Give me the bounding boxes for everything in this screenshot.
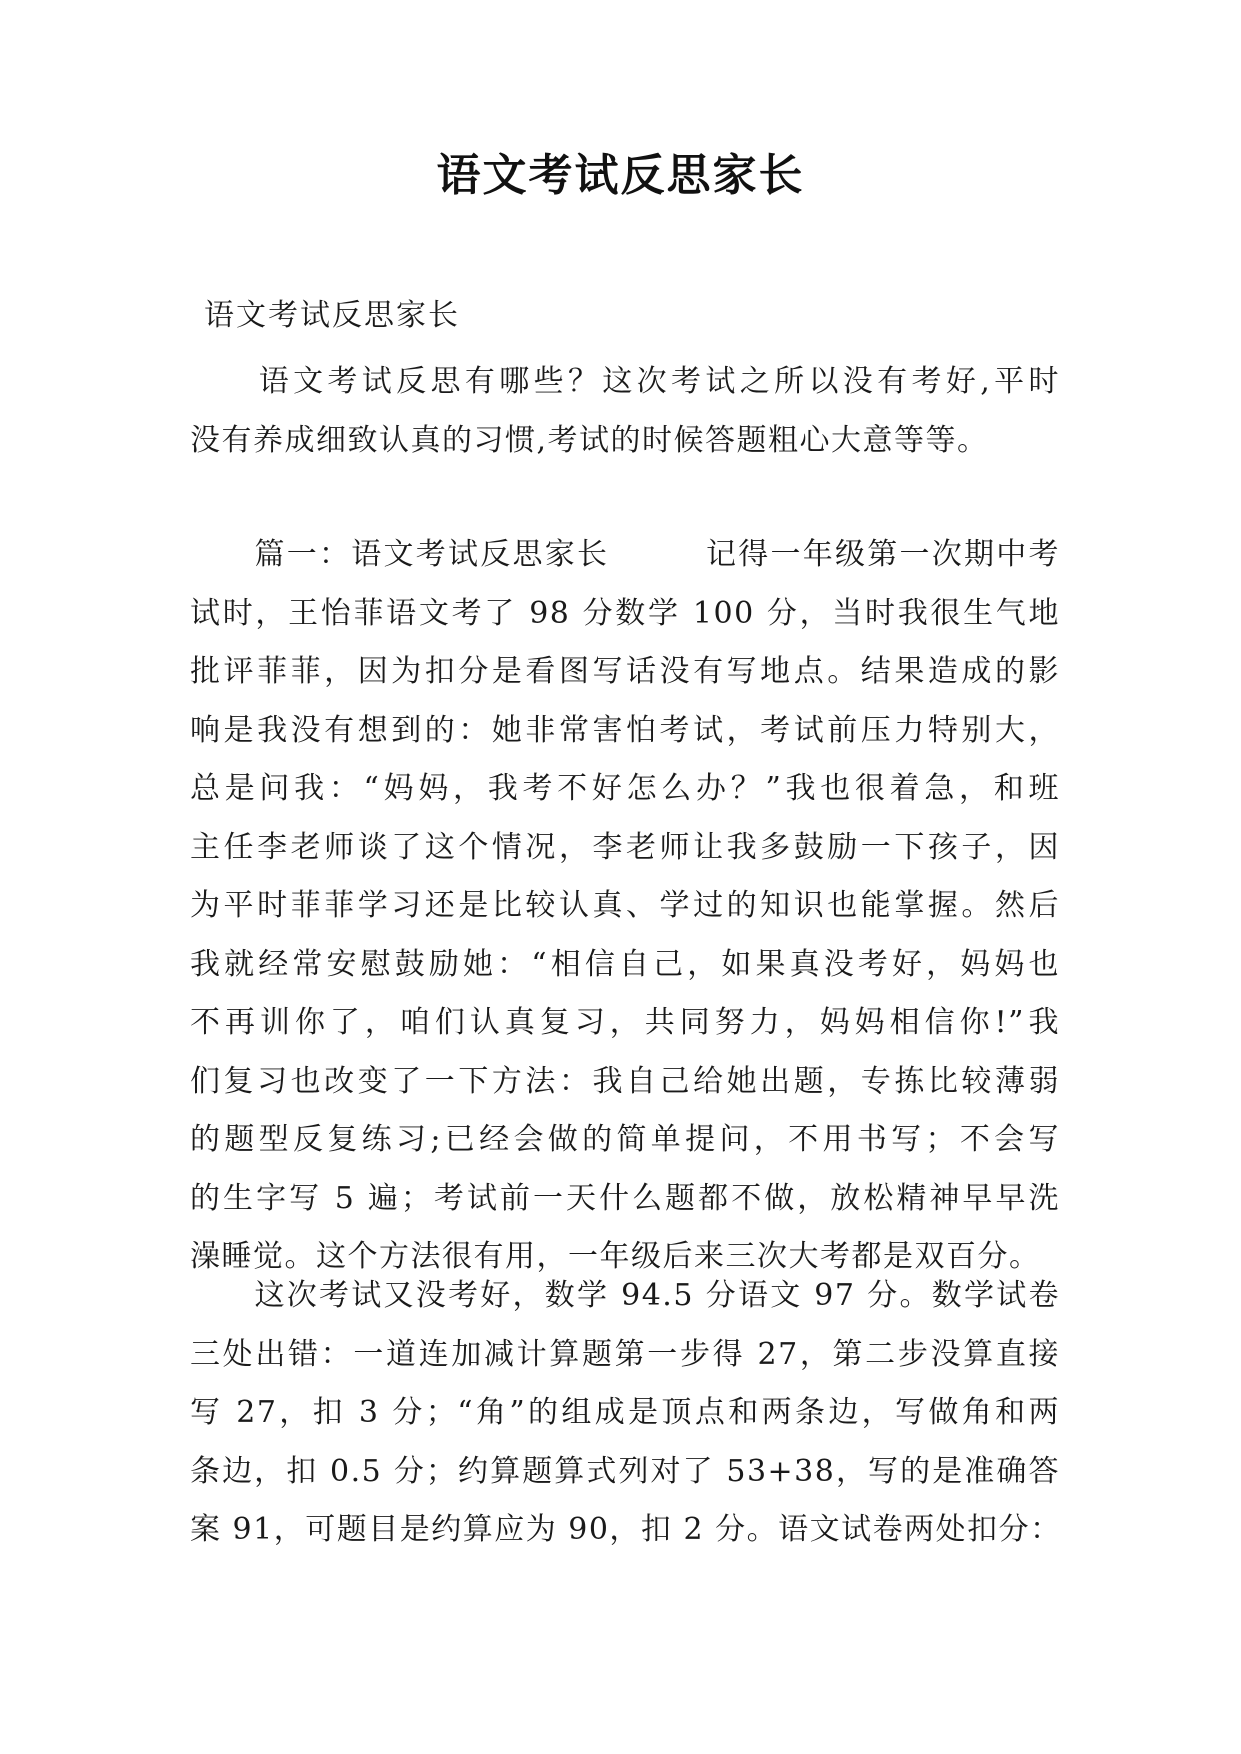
paragraph-line: 语文考试反思有哪些？这次考试之所以没有考好,平时 xyxy=(190,364,1060,399)
paragraph-line: 这次考试又没考好，数学 94.5 分语文 97 分。数学试卷 xyxy=(190,1278,1060,1313)
paragraph-line: 主任李老师谈了这个情况，李老师让我多鼓励一下孩子，因 xyxy=(190,829,1060,865)
paragraph-line: 的题型反复练习;已经会做的简单提问，不用书写；不会写 xyxy=(190,1122,1060,1157)
paragraph-line: 为平时菲菲学习还是比较认真、学过的知识也能掌握。然后 xyxy=(190,888,1060,923)
paragraph-1 xyxy=(190,526,1060,1287)
paragraph-line: 篇一：语文考试反思家长 记得一年级第一次期中考 xyxy=(190,537,1060,572)
paragraph-line: 试时，王怡菲语文考了 98 分数学 100 分，当时我很生气地 xyxy=(190,595,1060,631)
page-title: 语文考试反思家长 xyxy=(436,150,805,201)
paragraph-2 xyxy=(190,1267,1060,1560)
document-subtitle: 语文考试反思家长 xyxy=(204,298,460,333)
intro-paragraph xyxy=(190,353,1060,470)
paragraph-line: 三处出错：一道连加减计算题第一步得 27，第二步没算直接 xyxy=(190,1336,1060,1372)
paragraph-line: 条边，扣 0.5 分；约算题算式列对了 53+38，写的是准确答 xyxy=(190,1453,1060,1489)
paragraph-line: 我就经常安慰鼓励她：“相信自己，如果真没考好，妈妈也 xyxy=(190,946,1060,982)
paragraph-line: 案 91，可题目是约算应为 90，扣 2 分。语文试卷两处扣分： xyxy=(190,1512,1062,1547)
paragraph-line: 写 27，扣 3 分；“角”的组成是顶点和两条边，写做角和两 xyxy=(190,1395,1060,1430)
paragraph-line: 没有养成细致认真的习惯,考试的时候答题粗心大意等等。 xyxy=(190,422,989,458)
paragraph-line: 批评菲菲，因为扣分是看图写话没有写地点。结果造成的影 xyxy=(190,654,1060,689)
paragraph-line: 们复习也改变了一下方法：我自己给她出题，专拣比较薄弱 xyxy=(190,1063,1060,1099)
paragraph-line: 总是问我：“妈妈，我考不好怎么办？”我也很着急，和班 xyxy=(190,771,1060,806)
paragraph-line: 响是我没有想到的：她非常害怕考试，考试前压力特别大， xyxy=(190,712,1060,748)
paragraph-line: 不再训你了，咱们认真复习，共同努力，妈妈相信你!”我 xyxy=(190,1005,1060,1040)
paragraph-line: 的生字写 5 遍；考试前一天什么题都不做，放松精神早早洗 xyxy=(190,1180,1060,1216)
paragraph-line: 澡睡觉。这个方法很有用，一年级后来三次大考都是双百分。 xyxy=(190,1239,1041,1274)
